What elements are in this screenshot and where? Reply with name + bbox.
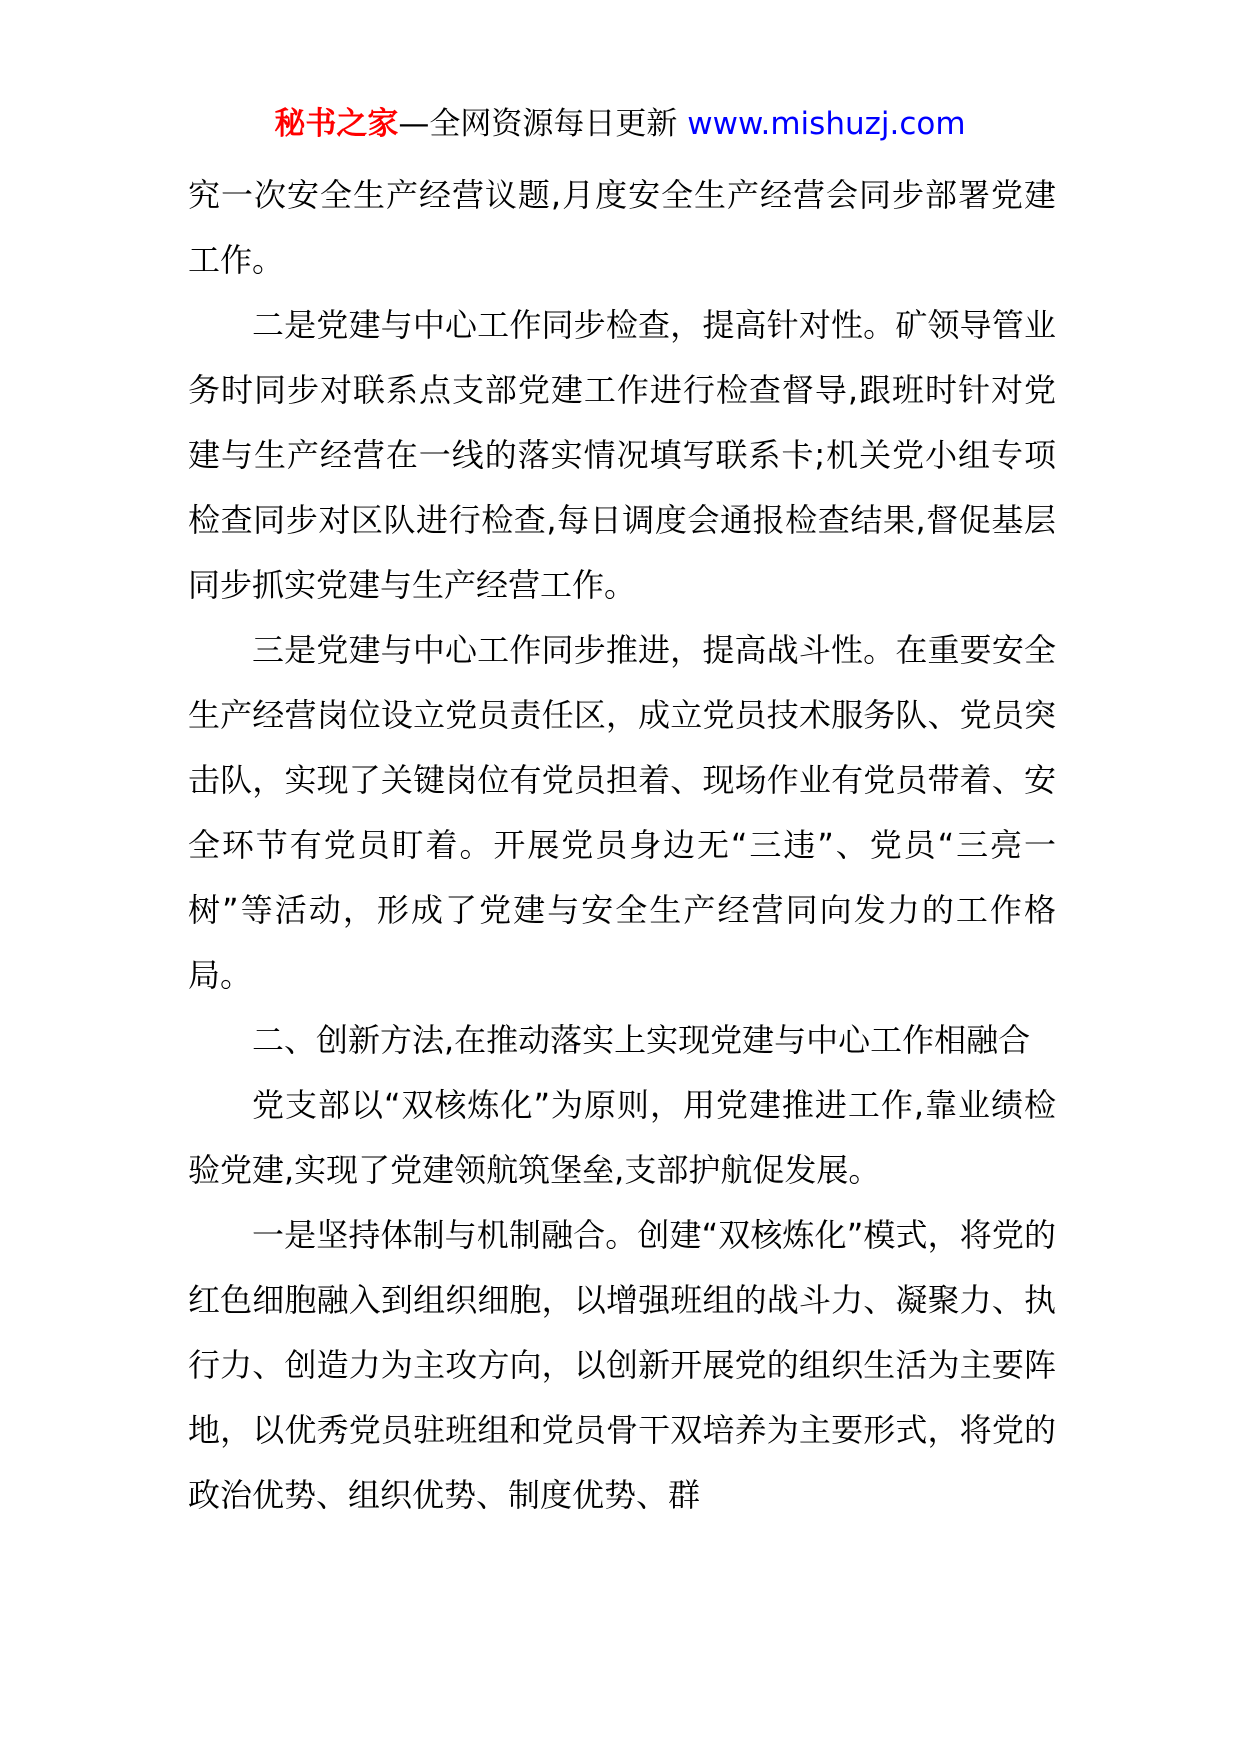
brand-name: 秘书之家 bbox=[274, 106, 399, 142]
paragraph-item-1-system: 一是坚持体制与机制融合。创建“双核炼化”模式，将党的红色细胞融入到组织细胞，以增强班组的战斗力、凝聚力、执行力、创造力为主攻方向，以创新开展党的组织生活为主要阵地，以优秀党员驻班组和党员骨干双培养为主要形式，将党的政治优势、组织优势、制度优势、群 bbox=[188, 1216, 1056, 1514]
document-body bbox=[188, 163, 1056, 1528]
page-header bbox=[0, 104, 1240, 144]
header-tagline: —全网资源每日更新 bbox=[398, 106, 678, 142]
paragraph-continuation: 究一次安全生产经营议题,月度安全生产经营会同步部署党建工作。 bbox=[188, 176, 1056, 279]
website-link[interactable]: www.mishuzj.com bbox=[687, 106, 966, 142]
paragraph-item-2-check: 二是党建与中心工作同步检查，提高针对性。矿领导管业务时同步对联系点支部党建工作进行检查督导,跟班时针对党建与生产经营在一线的落实情况填写联系卡;机关党小组专项检查同步对区队进行检查,每日调度会通报检查结果,督促基层同步抓实党建与生产经营工作。 bbox=[188, 306, 1056, 604]
paragraph-item-3-advance: 三是党建与中心工作同步推进，提高战斗性。在重要安全生产经营岗位设立党员责任区，成立党员技术服务队、党员突击队，实现了关键岗位有党员担着、现场作业有党员带着、安全环节有党员盯着。开展党员身边无“三违”、党员“三亮一树”等活动，形成了党建与安全生产经营同向发力的工作格局。 bbox=[188, 631, 1056, 994]
paragraph-section-intro: 党支部以“双核炼化”为原则，用党建推进工作,靠业绩检验党建,实现了党建领航筑堡垒,支部护航促发展。 bbox=[188, 1086, 1056, 1189]
section-heading-2: 二、创新方法,在推动落实上实现党建与中心工作相融合 bbox=[252, 1021, 1031, 1059]
